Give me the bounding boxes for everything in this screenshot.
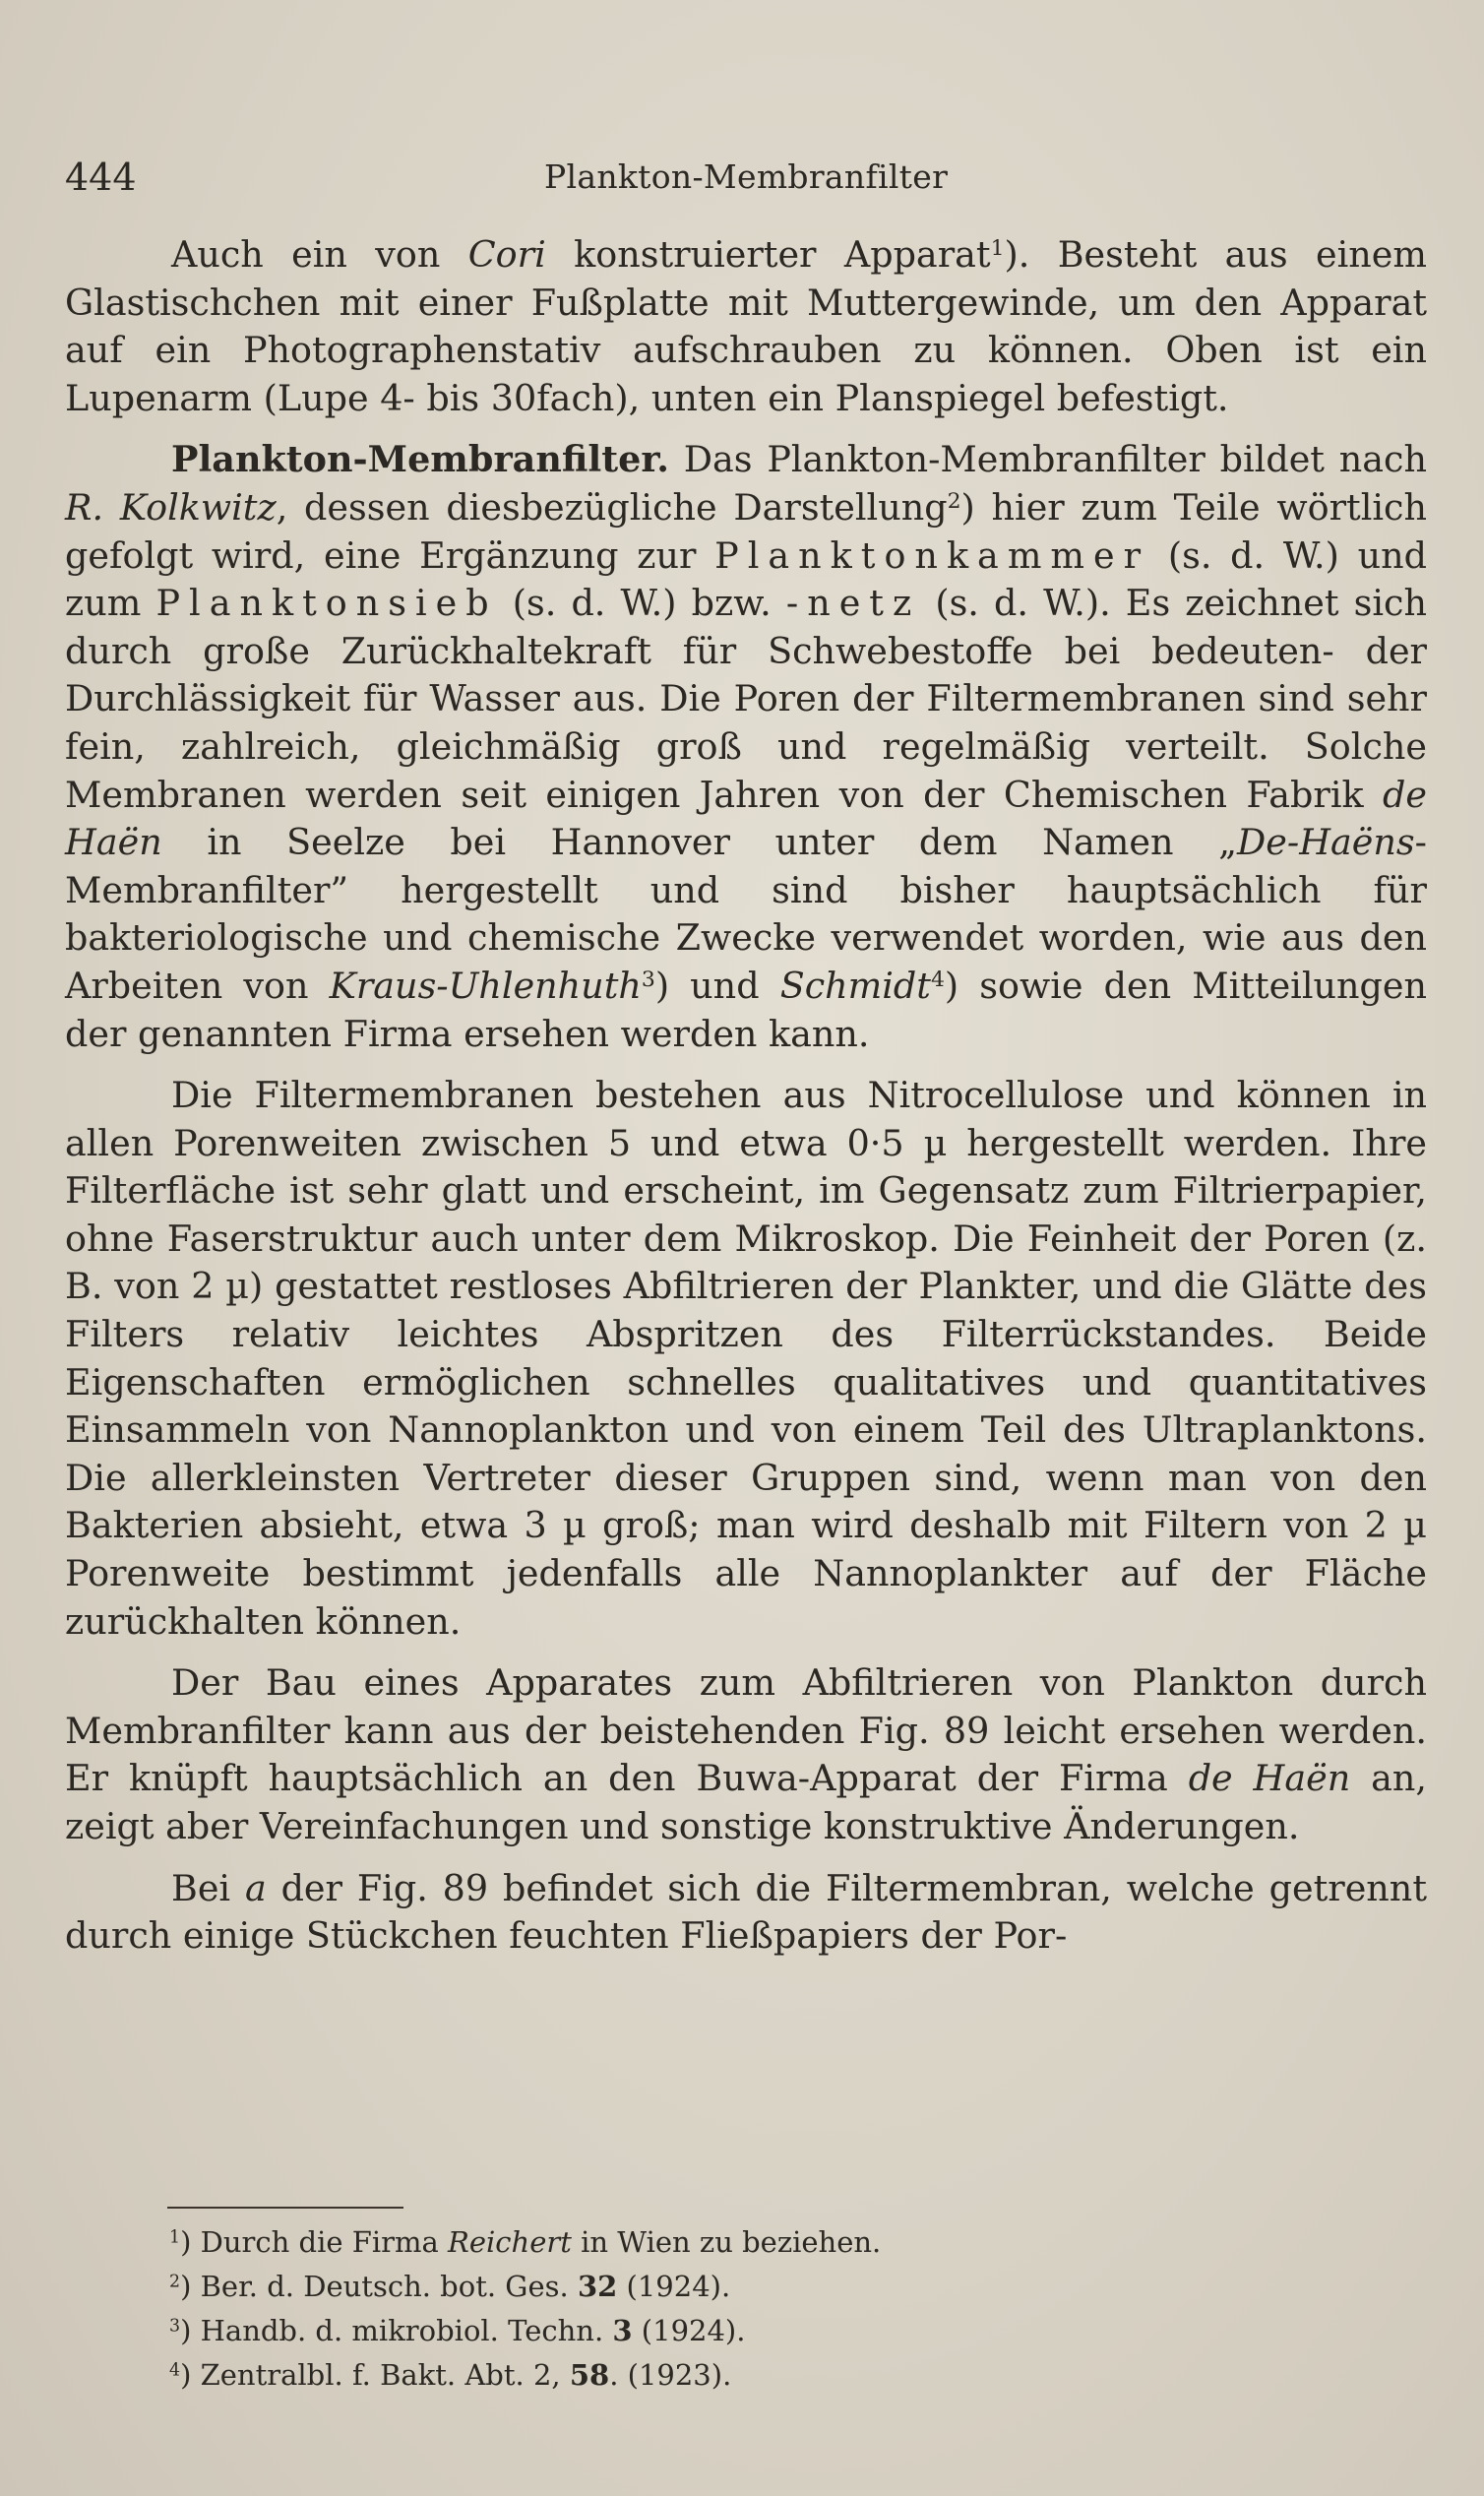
footnotes (169, 2220, 1252, 2398)
cross-ref-planktonsieb: Planktonsieb (155, 582, 498, 625)
paragraph-2: Plankton-Membranfilter. Das Plankton-Membranfilter bildet nach R. Kolkwitz, dessen diesbezügliche Darstellung$^2$) hier zum Teile wörtlich gefolgt wird, eine Ergänzung zur Planktonkammer (s. d. W.) und zum Planktonsieb (s. d. W.) bzw. -netz (s. d. W.). Es zeichnet sich durch große Zurückhaltekraft für Schwebestoffe bei bedeuten- der Durchlässigkeit für Wasser aus. Die Poren der Filtermembranen sind sehr fein, zahlreich, gleichmäßig groß und regelmäßig verteilt. Solche Membranen werden seit einigen Jahren von der Chemischen Fabrik de Haën in Seelze bei Hannover unter dem Namen „De-Haëns-Membranfilter” hergestellt und sind bisher hauptsächlich für bakteriologische und chemische Zwecke verwendet worden, wie aus den Arbeiten von Kraus-Uhlenhuth$^3$) und Schmidt$^4$) sowie den Mitteilungen der genannten Firma ersehen werden kann. (65, 438, 1428, 1055)
footnote-divider (167, 2207, 403, 2209)
paragraph-5: Bei a der Fig. 89 befindet sich die Filtermembran, welche getrennt durch einige Stückchen feuchten Fließpapiers der Por- (65, 1866, 1427, 1958)
running-title: Plankton-Membranfilter (544, 157, 949, 196)
body-text (65, 231, 1427, 1961)
footnote-3: $^3$) Handb. d. mikrobiol. Techn. 3 (1924). (169, 2314, 746, 2347)
footnote-1: $^1$) Durch die Firma Reichert in Wien zu beziehen. (169, 2225, 882, 2259)
footnote-2: $^2$) Ber. d. Deutsch. bot. Ges. 32 (1924). (169, 2270, 731, 2303)
page-number: 444 (65, 156, 137, 199)
entry-heading: Plankton-Membranfilter. (171, 438, 669, 481)
footnote-4: $^4$) Zentralbl. f. Bakt. Abt. 2, 58. (1923). (169, 2358, 732, 2392)
paragraph-4: Der Bau eines Apparates zum Abfiltrieren von Plankton durch Membranfilter kann aus der beistehenden Fig. 89 leicht ersehen werden. Er knüpft hauptsächlich an den Buwa-Apparat der Firma de Haën an, zeigt aber Vereinfachungen und sonstige konstruktive Änderungen. (65, 1661, 1427, 1847)
cross-ref-planktonkammer: Planktonkammer (714, 533, 1150, 577)
cross-ref-netz: -netz (785, 582, 921, 625)
paragraph-1: Auch ein von Cori konstruierter Apparat$^1$). Besteht aus einem Glastischchen mit einer Fußplatte mit Muttergewinde, um den Apparat auf ein Photographenstativ aufschrauben zu können. Oben ist ein Lupenarm (Lupe 4- bis 30fach), unten ein Planspiegel befestigt. (65, 233, 1427, 419)
page-header (65, 156, 1423, 205)
paragraph-3: Die Filtermembranen bestehen aus Nitrocellulose und können in allen Porenweiten zwischen 5 und etwa 0·5 µ hergestellt werden. Ihre Filterfläche ist sehr glatt und erscheint, im Gegensatz zum Filtrierpapier, ohne Faserstruktur auch unter dem Mikroskop. Die Feinheit der Poren (z. B. von 2 µ) gestattet restloses Abfiltrieren der Plankter, und die Glätte des Filters relativ leichtes Abspritzen des Filterrückstandes. Beide Eigenschaften ermöglichen schnelles qualitatives und quantitatives Einsammeln von Nannoplankton und von einem Teil des Ultraplanktons. Die allerkleinsten Vertreter dieser Gruppen sind, wenn man von den Bakterien absieht, etwa 3 µ groß; man wird deshalb mit Filtern von 2 µ Porenweite bestimmt jedenfalls alle Nannoplankter auf der Fläche zurückhalten können. (65, 1074, 1427, 1643)
